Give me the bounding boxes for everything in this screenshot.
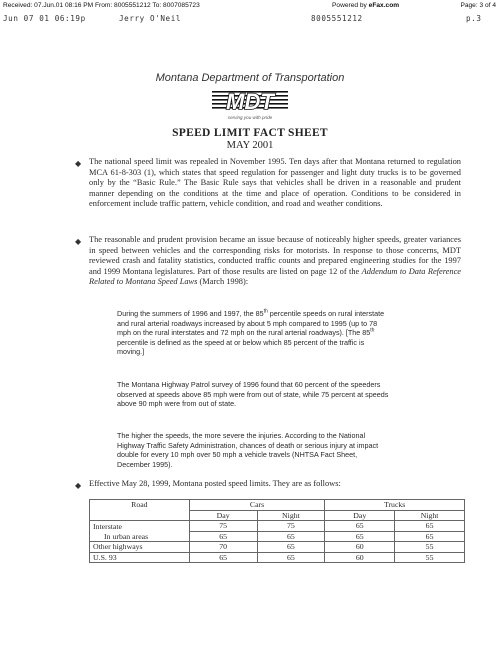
fax-sender-name: Jerry O'Neil <box>119 14 182 23</box>
department-name: Montana Department of Transportation <box>155 72 345 84</box>
paragraph-text: The reasonable and prudent provision became an issue because of noticeably higher speeds, greater variances in speed between vehicles and the corresponding risks for motorists. In response to those concerns, MDT reviewed crash and fatality statistics, conducted traffic counts and prepared engineering studies for the 1997 and 1999 Montana legislatures. Part of those results are listed on page 12 of the <box>89 235 461 276</box>
cars-day-cell: 65 <box>189 552 257 563</box>
superscript: th <box>370 327 375 334</box>
trucks-night-cell: 55 <box>395 542 465 553</box>
trucks-night-cell: 65 <box>395 521 465 532</box>
column-header-cars: Cars <box>189 500 325 511</box>
mdt-logo <box>212 87 288 115</box>
trucks-day-cell: 65 <box>325 531 395 542</box>
efax-brand: eFax.com <box>368 2 400 9</box>
paragraph-speed-limit-repeal: The national speed limit was repealed in November 1995. Ten days after that Montana returned to regulation MCA 61-8-303 (1), which states that speed regulation for passenger and light duty trucks is to be governed only by the “Basic Rule.” The Basic Rule says that vehicles shall be driven in a reasonable and prudent manner depending on the conditions at the time and place of operation. Conditions to be considered in enforcement include traffic pattern, vehicle condition, and road and weather conditions. <box>89 157 461 208</box>
fax-sender-number: 8005551212 <box>311 14 363 23</box>
fax-date: Jun 07 01 06:19p <box>3 14 86 23</box>
paragraph-posted-limits: Effective May 28, 1999, Montana posted speed limits. They are as follows: <box>89 479 341 488</box>
trucks-night-cell: 55 <box>395 552 465 563</box>
bullet-icon: ◆ <box>75 159 82 168</box>
quote-85th-percentile <box>117 309 389 357</box>
column-header-trucks-night: Night <box>395 510 465 521</box>
road-cell: Interstate <box>90 521 190 532</box>
fax-header <box>0 0 500 12</box>
road-cell: In urban areas <box>90 531 190 542</box>
powered-by-label: Powered by <box>332 2 367 9</box>
table-row <box>90 531 465 542</box>
addendum-title: Addendum to Data Reference Related to Montana Speed Laws <box>89 266 461 286</box>
table-row <box>90 521 465 532</box>
superscript: th <box>263 308 268 315</box>
trucks-day-cell: 65 <box>325 521 395 532</box>
page-title: SPEED LIMIT FACT SHEET <box>172 127 328 139</box>
quote-highway-patrol-survey: The Montana Highway Patrol survey of 1996 found that 60 percent of the speeders observed at speeds above 85 mph were from out of state, while 75 percent at speeds above 90 mph were from out of state. <box>117 380 389 408</box>
cars-night-cell: 65 <box>257 552 325 563</box>
fax-powered-by <box>332 2 399 9</box>
quote-nhtsa: The higher the speeds, the more severe the injuries. According to the National Highway Traffic Safety Administration, chances of death or serious injury at impact double for every 10 mph over 50 mph a vehicle travels (NHTSA Fact Sheet, December 1995). <box>117 431 379 469</box>
column-header-cars-day: Day <box>189 510 257 521</box>
quote-text-c: percentile is defined as the speed at or below which 85 percent of the traffic is moving.] <box>117 337 365 356</box>
trucks-day-cell: 60 <box>325 542 395 553</box>
page-date: MAY 2001 <box>226 140 274 151</box>
table-row <box>90 552 465 563</box>
cars-day-cell: 65 <box>189 531 257 542</box>
header-road-label: Road <box>131 500 148 509</box>
column-header-cars-night: Night <box>257 510 325 521</box>
table-header-row <box>90 500 465 511</box>
fax-page: p.3 <box>466 14 482 23</box>
logo-tagline: serving you with pride <box>227 115 273 120</box>
column-header-road <box>90 500 190 521</box>
paragraph-reasonable-prudent <box>89 235 461 288</box>
speed-limit-table <box>89 499 465 563</box>
cars-day-cell: 70 <box>189 542 257 553</box>
road-cell: Other highways <box>90 542 190 553</box>
cars-night-cell: 75 <box>257 521 325 532</box>
bullet-icon: ◆ <box>75 481 82 490</box>
column-header-trucks: Trucks <box>325 500 465 511</box>
cars-day-cell: 75 <box>189 521 257 532</box>
trucks-day-cell: 60 <box>325 552 395 563</box>
bullet-icon: ◆ <box>75 237 82 246</box>
quote-text-b: percentile speeds on rural interstate and rural arterial roadways increased by about 5 mph compared to 1995 (up to 78 mph on the rural interstates and 72 mph on the rural arterial roadways). [The 85 <box>117 309 385 337</box>
cars-night-cell: 65 <box>257 542 325 553</box>
column-header-trucks-day: Day <box>325 510 395 521</box>
fax-received-info: Received: 07.Jun.01 08:16 PM From: 8005551212 To: 8007085723 <box>3 2 200 9</box>
fax-page-count: Page: 3 of 4 <box>460 2 496 9</box>
cars-night-cell: 65 <box>257 531 325 542</box>
paragraph-end: (March 1998): <box>197 277 249 286</box>
table-row <box>90 542 465 553</box>
fax-sender-line <box>0 14 500 26</box>
trucks-night-cell: 65 <box>395 531 465 542</box>
road-cell: U.S. 93 <box>90 552 190 563</box>
quote-text-a: During the summers of 1996 and 1997, the 85 <box>117 309 264 318</box>
logo-text: MDT <box>226 89 274 114</box>
